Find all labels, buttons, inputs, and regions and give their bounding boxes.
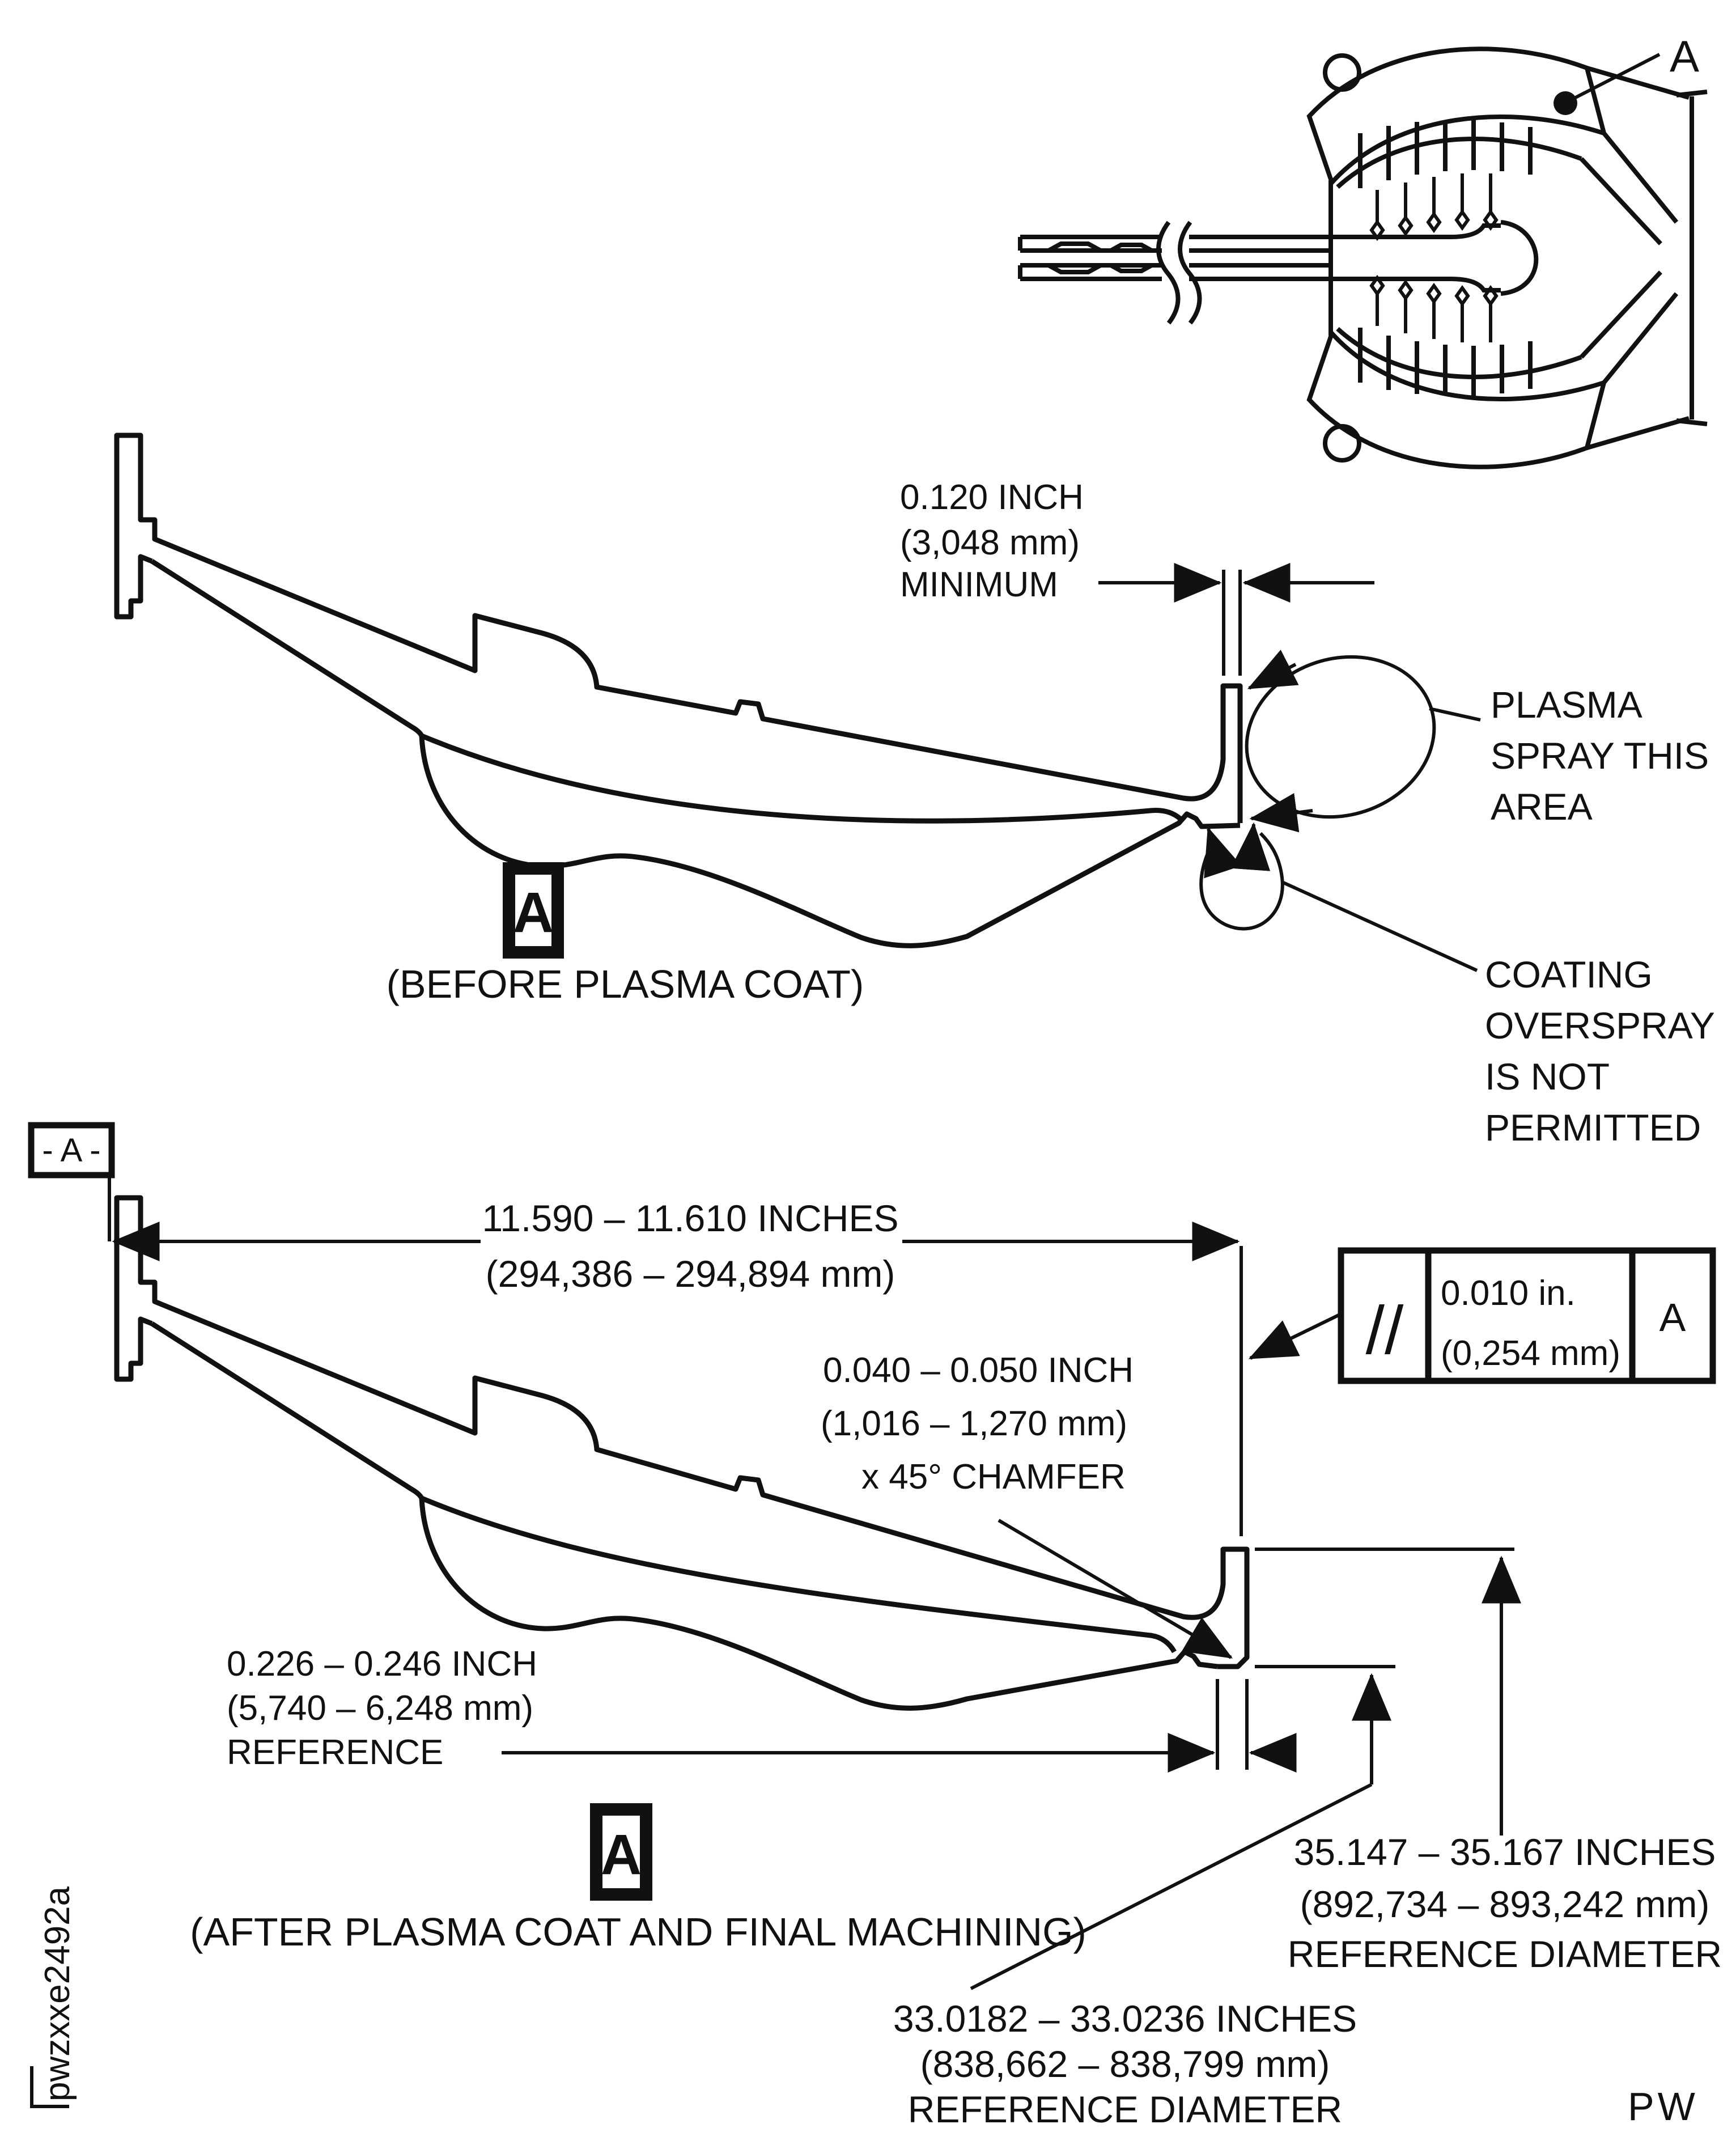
coat-dia-line3: REFERENCE DIAMETER [907,2088,1343,2130]
fcf-parallel-symbol: // [1365,1292,1404,1368]
thickness-line2: (5,740 – 6,248 mm) [227,1689,534,1728]
figure-code: pwzxxe2492a [38,1886,77,2101]
overspray-label-line4: PERMITTED [1485,1107,1701,1148]
fan-band-top [1309,49,1604,183]
after-view [31,1125,1722,2130]
before-detail-letter: A [512,881,554,944]
min-coat-line1: 0.120 INCH [900,478,1084,517]
min-coat-line3: MINIMUM [900,565,1058,604]
chamfer-leader [999,1520,1231,1658]
datum-a-label: - A - [42,1132,101,1169]
fcf-datum-ref: A [1659,1295,1686,1339]
before-profile-bottom [152,561,1240,946]
detail-a-label: A [1670,31,1700,81]
coat-dia-line2: (838,662 – 838,799 mm) [920,2043,1330,2085]
overspray-arrow-left [1208,829,1219,859]
coat-dia-line1: 33.0182 – 33.0236 INCHES [893,1998,1357,2040]
overspray-label-line3: IS NOT [1485,1055,1610,1097]
overspray-arrow-right [1251,824,1254,856]
plasma-label-line3: AREA [1491,786,1593,828]
plasma-label-line2: SPRAY THIS [1491,735,1709,777]
fcf-tolerance-line1: 0.010 in. [1441,1274,1576,1313]
outer-dia-line2: (892,734 – 893,242 mm) [1300,1883,1710,1925]
detail-a-dot [1554,91,1577,115]
shaft-spline-steps [1049,244,1152,272]
coat-extension-lines [1224,570,1240,676]
bolt-circle-top [1325,56,1359,90]
chamfer-line3: x 45° CHAMFER [861,1457,1126,1497]
spray-area-balloon [1226,633,1455,841]
before-caption: (BEFORE PLASMA COAT) [386,962,864,1006]
chamfer-line1: 0.040 – 0.050 INCH [823,1351,1134,1390]
engine-inset [1020,31,1707,467]
overspray-leader [1282,882,1477,970]
fan-band-bottom [1309,333,1604,467]
parallelism-fcf [1250,1250,1713,1381]
overspray-label-line1: COATING [1485,953,1653,995]
min-coat-line2: (3,048 mm) [900,523,1080,562]
fcf-tolerance-line2: (0,254 mm) [1441,1334,1620,1373]
overspray-label-line2: OVERSPRAY [1485,1004,1715,1046]
pins-bottom [1372,278,1496,342]
plasma-label-line1: PLASMA [1491,684,1642,726]
length-line2: (294,386 – 294,894 mm) [485,1253,895,1295]
brand-mark: PW [1628,2084,1699,2129]
after-detail-letter: A [600,1823,642,1887]
pins-top [1372,173,1496,238]
plasma-leader [1429,709,1480,720]
fcf-leader [1250,1314,1341,1358]
before-view [117,435,1715,1148]
chamfer-line2: (1,016 – 1,270 mm) [821,1404,1128,1443]
after-caption: (AFTER PLASMA COAT AND FINAL MACHINING) [190,1910,1086,1954]
outer-dia-line3: REFERENCE DIAMETER [1287,1933,1722,1975]
outer-dia-line1: 35.147 – 35.167 INCHES [1293,1831,1716,1873]
bolt-circle-bottom [1325,426,1359,460]
thickness-line3: REFERENCE [227,1733,444,1772]
thickness-line1: 0.226 – 0.246 INCH [227,1644,538,1684]
thickness-extension-lines [1217,1679,1247,1770]
length-line1: 11.590 – 11.610 INCHES [482,1197,899,1239]
